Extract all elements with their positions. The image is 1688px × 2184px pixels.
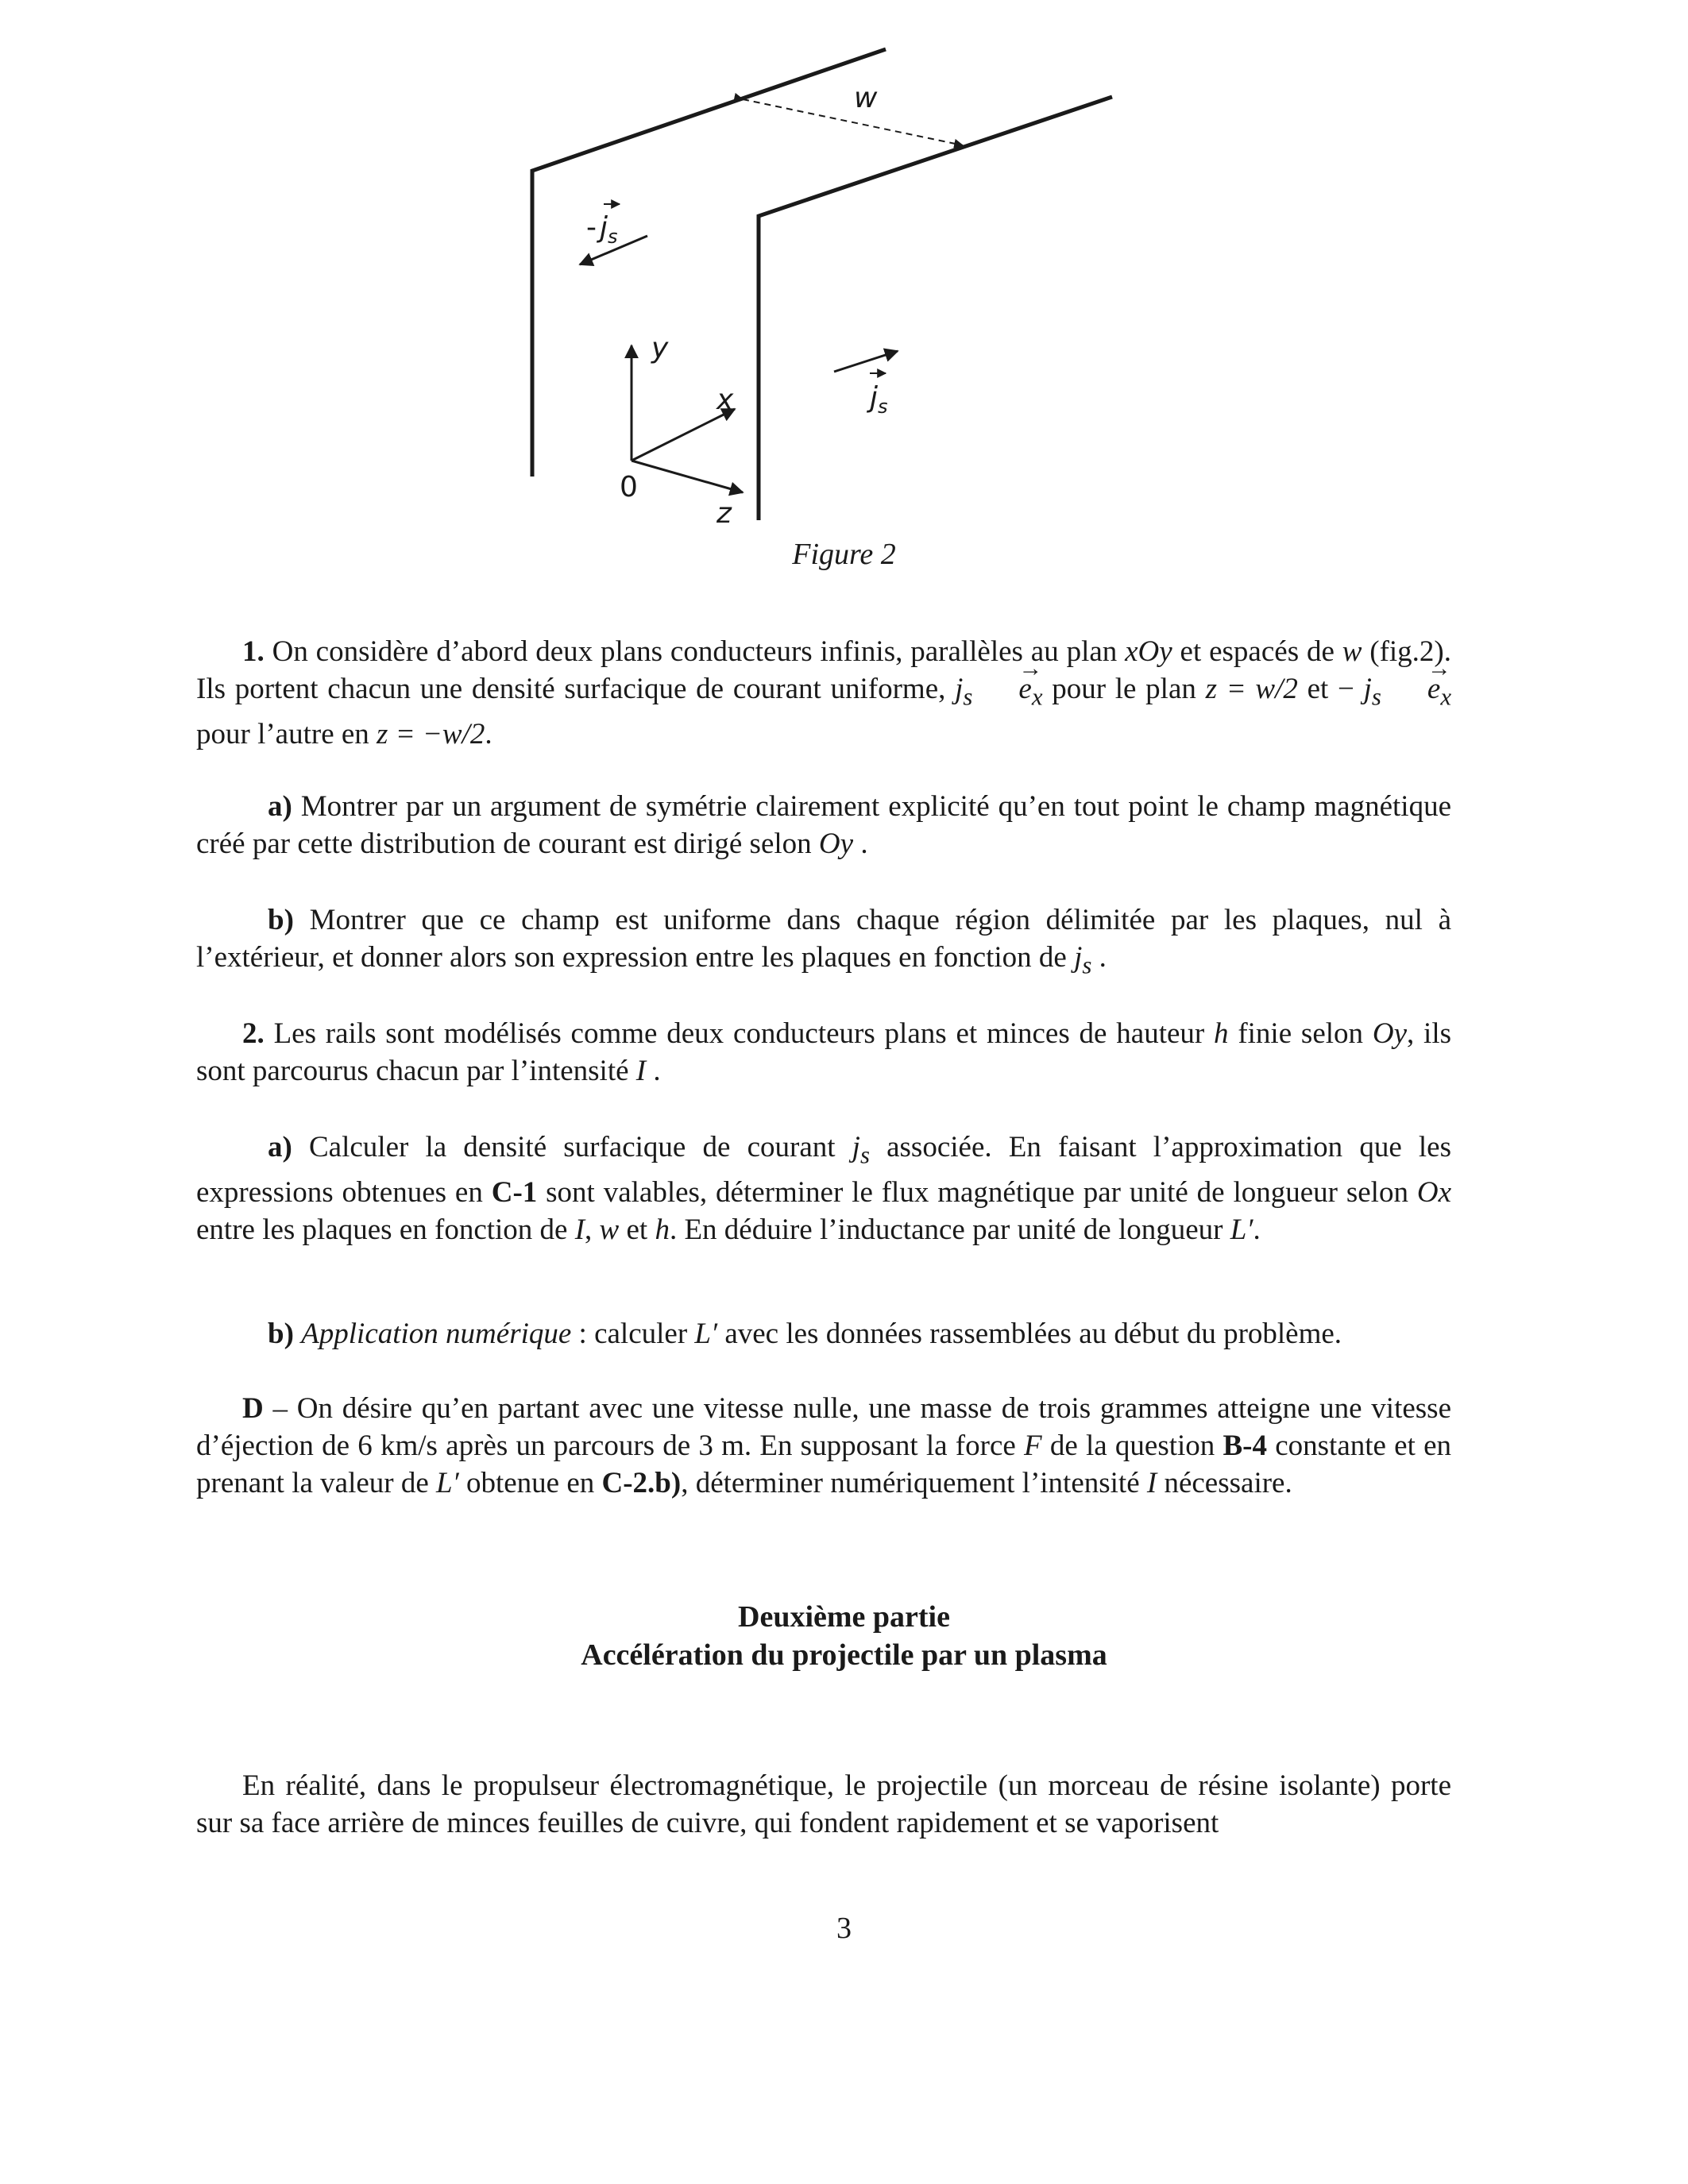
q1b-math: j	[1074, 941, 1083, 974]
x-axis-arrow	[632, 409, 735, 461]
q1-sub-x-2: x	[1440, 683, 1451, 711]
right-plate	[759, 97, 1112, 520]
qd-ref-b4: B-4	[1223, 1430, 1267, 1462]
q2a-text-a: Calculer la densité surfacique de courant	[308, 1131, 852, 1163]
question-1-number: 1.	[242, 635, 265, 668]
q2b-text-a: : calculer	[571, 1318, 695, 1350]
question-d	[196, 1390, 1451, 1502]
q2a-text-g: . En déduire l’inductance par unité de longueur	[669, 1214, 1230, 1247]
minus-js-label: - $j_s$	[586, 211, 618, 248]
q2a-label: a)	[268, 1131, 292, 1163]
z-axis-label: z	[717, 497, 732, 530]
q2a-text-f: et	[619, 1214, 655, 1247]
q2a-text-c: sont valables, déterminer le flux magnétique par unité de longueur selon	[537, 1176, 1417, 1210]
z-axis-arrow	[632, 461, 743, 492]
q2-text-a: Les rails sont modélisés comme deux conducteurs plans et minces de hauteur	[273, 1017, 1215, 1050]
q1-text-c: (fig.2). Ils portent chacun une densité surfacique de courant uniforme,	[196, 635, 1451, 705]
q2b-math-l: L′	[694, 1318, 718, 1350]
q1-text-e: et −	[1297, 673, 1364, 705]
js-arrow	[834, 351, 898, 372]
q2a-text-d: entre les plaques en fonction de	[196, 1214, 575, 1247]
q1-math-z1: z = w/2	[1205, 673, 1298, 705]
qd-label: D	[242, 1392, 264, 1425]
part-2-intro: En réalité, dans le propulseur électromagnétique, le projectile (un morceau de résine isolante) porte sur sa face arrière de minces feuilles de cuivre, qui fondent rapidement et se vaporisent	[196, 1769, 1451, 1839]
q1-text-d: pour le plan	[1042, 673, 1206, 705]
q2b-label: b)	[268, 1318, 294, 1350]
question-2	[196, 1015, 1451, 1090]
q1-text-b: et espacés de	[1172, 635, 1342, 668]
q1-math-js: j	[955, 673, 964, 705]
q1-text-a: On considère d’abord deux plans conducteurs infinis, parallèles au plan	[272, 635, 1126, 668]
figure-2-diagram	[492, 40, 1144, 532]
q1a-end: .	[853, 828, 868, 860]
q1b-end: .	[1091, 941, 1107, 974]
js-label: $j_s$	[870, 381, 888, 418]
qd-text-f: nécessaire.	[1157, 1467, 1292, 1499]
q2-math-h: h	[1214, 1017, 1229, 1050]
w-label: w	[854, 82, 878, 114]
q1-text-g: .	[485, 718, 492, 751]
q2-math-i: I	[635, 1055, 647, 1087]
q2a-text-e: ,	[585, 1214, 600, 1247]
q1a-math: Oy	[818, 828, 854, 860]
qd-math-l: L′	[436, 1467, 459, 1499]
q1-sub-s-2: s	[1371, 683, 1381, 711]
origin-label: 0	[620, 471, 638, 504]
q2a-math-h: h	[655, 1214, 670, 1247]
q1-vec-ex: → e	[972, 670, 1031, 708]
q2-math-oy: Oy	[1372, 1017, 1407, 1050]
question-1	[196, 633, 1451, 753]
q1-math-w: w	[1342, 635, 1362, 668]
q1-math-z2: z = −w/2	[377, 718, 485, 751]
question-2-number: 2.	[242, 1017, 265, 1050]
q2a-math-w: w	[599, 1214, 620, 1247]
question-2a	[196, 1129, 1451, 1248]
q2a-text-b: associée. En faisant l’approximation que les expressions obtenues en	[196, 1131, 1451, 1210]
page-number: 3	[836, 1912, 852, 1945]
q2-text-b: finie selon	[1228, 1017, 1373, 1050]
question-1a	[196, 788, 1451, 862]
qd-ref-c2b: C-2.b)	[601, 1467, 682, 1499]
q1b-text: Montrer que ce champ est uniforme dans chaque région délimitée par les plaques, nul à l’extérieur, et donner alors son expression entre les plaques en fonction de	[196, 904, 1452, 974]
y-axis-label: y	[651, 332, 669, 365]
question-2b	[196, 1315, 1451, 1352]
q1b-label: b)	[268, 904, 294, 936]
part-2-subtitle: Accélération du projectile par un plasma	[581, 1638, 1107, 1672]
q2b-text-b: avec les données rassemblées au début du problème.	[717, 1318, 1342, 1350]
figure-caption: Figure 2	[792, 538, 896, 571]
q2a-math-l: L′	[1230, 1214, 1253, 1247]
q1a-text: Montrer par un argument de symétrie clairement explicité qu’en tout point le champ magnétique créé par cette distribution de courant est dirigé selon	[196, 790, 1452, 860]
w-dimension-arrow	[743, 99, 963, 145]
q2a-math-js: j	[852, 1131, 860, 1163]
qd-math-f: F	[1024, 1430, 1042, 1462]
q1-vec-ex-2: → e	[1381, 670, 1440, 708]
part-2-title: Deuxième partie	[738, 1600, 950, 1634]
q1-sub-x: x	[1031, 683, 1043, 711]
q1a-label: a)	[268, 790, 292, 823]
q1-math-xoy: xOy	[1125, 635, 1172, 668]
q2a-math-ox: Ox	[1416, 1176, 1451, 1210]
qd-text-c: constante et en prenant la valeur de	[196, 1430, 1451, 1499]
qd-text-a: – On désire qu’en partant avec une vitesse nulle, une masse de trois grammes atteigne une vitesse d’éjection de 6 km/s après un parcours de 3 m. En supposant la force	[196, 1392, 1451, 1462]
q2a-math-i: I	[574, 1214, 585, 1247]
qd-text-d: obtenue en	[458, 1467, 602, 1499]
q1-text-f: pour l’autre en	[196, 718, 377, 751]
q2-text-c: , ils sont parcourus chacun par l’intensité	[196, 1017, 1452, 1087]
qd-text-b: de la question	[1041, 1430, 1223, 1462]
q2a-text-h: .	[1253, 1214, 1261, 1247]
q2a-sub-s: s	[859, 1141, 870, 1169]
q1b-sub: s	[1082, 951, 1092, 979]
q2b-italic: Application numérique	[301, 1318, 572, 1350]
question-1b	[196, 901, 1451, 984]
x-axis-label: x	[717, 384, 734, 416]
q2a-ref: C-1	[491, 1176, 538, 1210]
q1-sub-s: s	[963, 683, 973, 711]
qd-text-e: , déterminer numériquement l’intensité	[681, 1467, 1147, 1499]
q1-math-js-2: j	[1363, 673, 1372, 705]
q2-text-d: .	[646, 1055, 661, 1087]
qd-math-i: I	[1146, 1467, 1157, 1499]
